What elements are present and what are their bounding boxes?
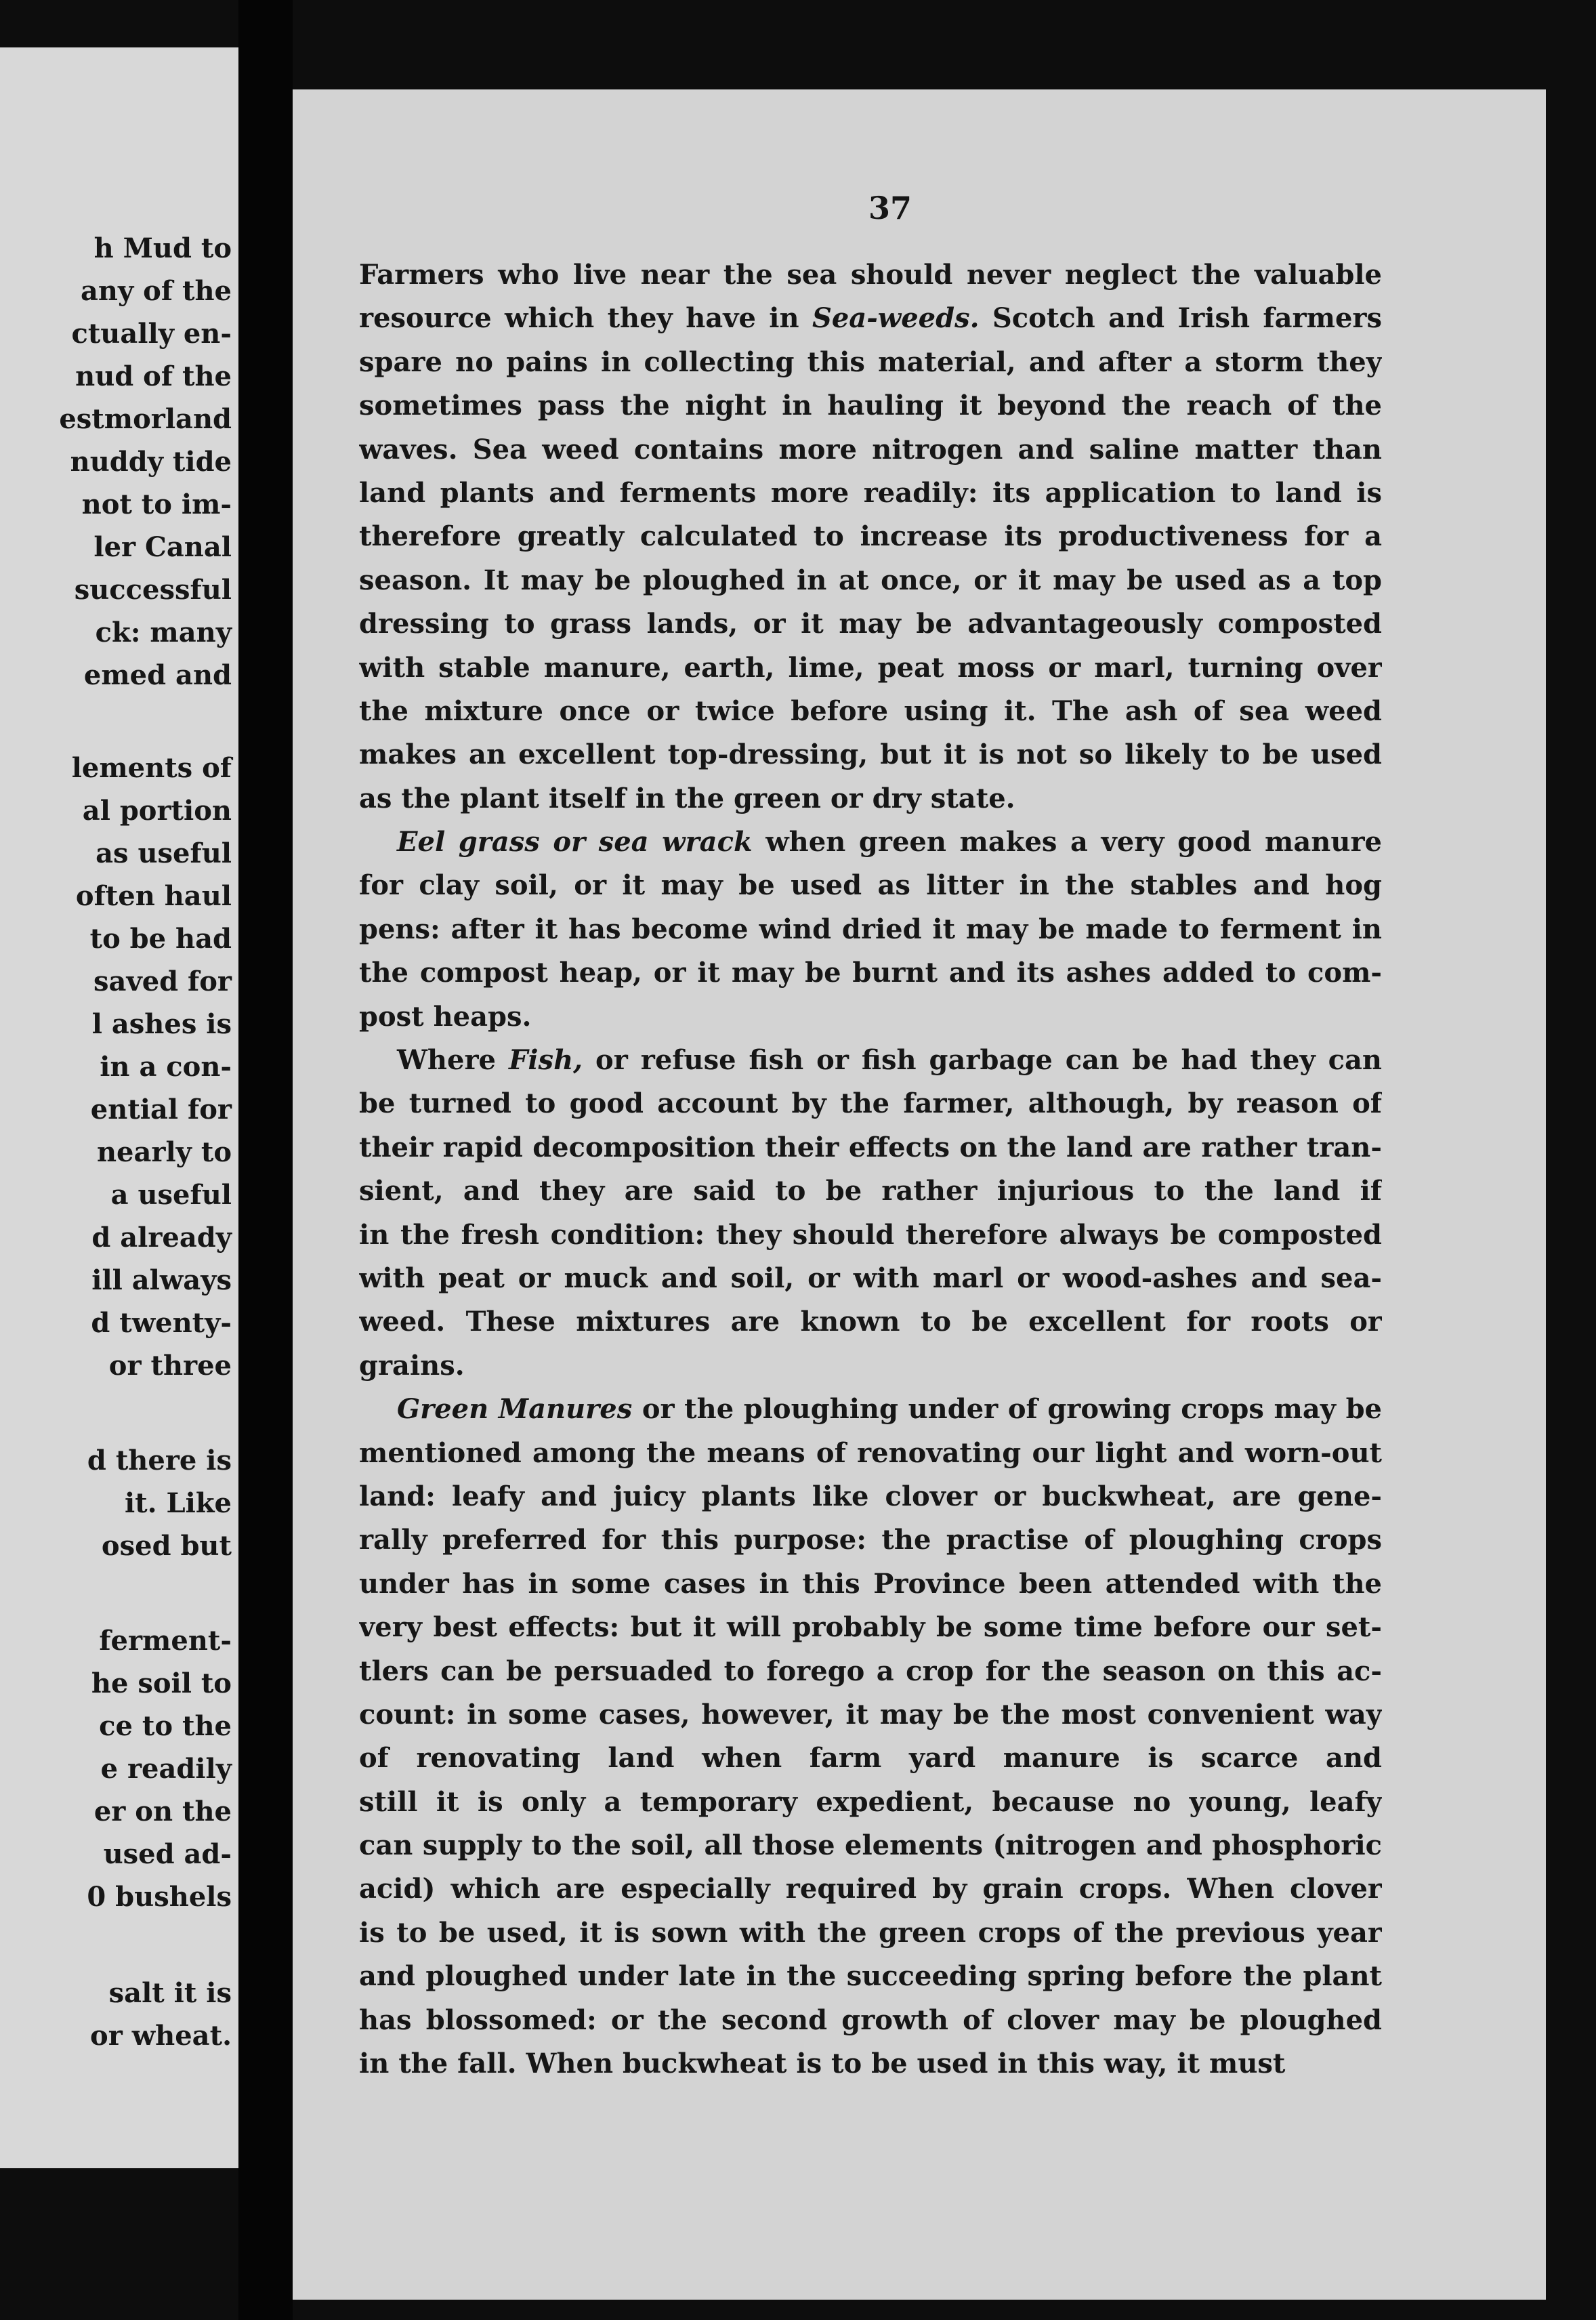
- text-segment: Eel grass or sea wrack: [397, 826, 753, 858]
- left-page-line: ce to the: [99, 1710, 232, 1742]
- text-segment: their rapid decomposition their effects on the land are rather tran-: [359, 1131, 1382, 1163]
- text-line: [359, 821, 1382, 864]
- left-page-line: it. Like: [124, 1487, 232, 1519]
- text-segment: Green Manures: [397, 1393, 633, 1426]
- text-segment: Farmers who live near the sea should never neglect the valuable: [359, 259, 1382, 291]
- text-segment: Fish,: [508, 1044, 583, 1077]
- text-line: [359, 733, 1382, 776]
- text-line: [359, 1518, 1382, 1562]
- text-segment: spare no pains in collecting this material, and after a storm they: [359, 346, 1382, 378]
- left-page-line: ferment-: [99, 1625, 232, 1657]
- text-segment: pens: after it has become wind dried it may be made to ferment in: [359, 913, 1382, 945]
- left-page-line: al portion: [82, 795, 232, 827]
- text-line: [359, 1300, 1382, 1344]
- text-line: [359, 1039, 1382, 1082]
- text-line: [359, 472, 1382, 515]
- text-segment: in the fall. When buckwheat is to be used in this way, it must: [359, 2048, 1286, 2080]
- left-page-line: used ad-: [103, 1838, 232, 1870]
- text-line: [359, 428, 1382, 472]
- text-line: [359, 1432, 1382, 1475]
- left-page-line: l ashes is: [91, 1008, 232, 1040]
- text-line: [359, 1911, 1382, 1955]
- left-page-line: osed but: [101, 1530, 232, 1562]
- text-line: [359, 253, 1382, 297]
- text-segment: rally preferred for this purpose: the practise of ploughing crops: [359, 1524, 1382, 1556]
- left-page-line: saved for: [93, 966, 232, 997]
- text-segment: post heaps.: [359, 1000, 532, 1033]
- text-line: [359, 2042, 1382, 2086]
- text-line: [359, 646, 1382, 690]
- text-line: [359, 515, 1382, 558]
- text-segment: with stable manure, earth, lime, peat moss or marl, turning over: [359, 651, 1382, 684]
- left-page-line: successful: [74, 574, 232, 606]
- text-line: [359, 1955, 1382, 1998]
- left-page-line: nuddy tide: [70, 446, 232, 478]
- text-segment: Scotch and Irish farmers: [979, 302, 1382, 335]
- text-segment: Sea-weeds.: [812, 302, 980, 335]
- left-page-line: in a con-: [100, 1051, 232, 1083]
- text-line: [359, 559, 1382, 602]
- text-segment: land plants and ferments more readily: its application to land is: [359, 476, 1382, 509]
- text-line: [359, 1606, 1382, 1649]
- text-segment: be turned to good account by the farmer, although, by reason of: [359, 1088, 1382, 1120]
- text-segment: sient, and they are said to be rather injurious to the land if: [359, 1175, 1382, 1207]
- text-line: [359, 1867, 1382, 1911]
- left-page-line: he soil to: [91, 1668, 232, 1699]
- text-segment: of renovating land when farm yard manure is scarce and: [359, 1742, 1382, 1775]
- text-line: [359, 1562, 1382, 1606]
- text-segment: when green makes a very good manure: [752, 826, 1382, 858]
- text-line: [359, 1475, 1382, 1518]
- left-page-line: salt it is: [108, 1977, 232, 2009]
- text-line: [359, 1126, 1382, 1169]
- text-line: [359, 1257, 1382, 1300]
- left-page-line: any of the: [81, 275, 232, 307]
- left-page-line: or three: [108, 1350, 232, 1382]
- text-segment: as the plant itself in the green or dry state.: [359, 782, 1015, 814]
- left-page-line: ck: many: [95, 617, 232, 648]
- left-page-line: ill always: [91, 1264, 232, 1296]
- text-line: [359, 1693, 1382, 1737]
- text-line: [359, 864, 1382, 907]
- text-segment: still it is only a temporary expedient, because no young, leafy: [359, 1785, 1382, 1818]
- left-page-line: d twenty-: [91, 1307, 232, 1339]
- text-segment: waves. Sea weed contains more nitrogen and saline matter than: [359, 433, 1382, 465]
- left-page-line: ctually en-: [71, 318, 232, 350]
- left-page-line: emed and: [83, 659, 232, 691]
- body-text: [359, 253, 1382, 2086]
- text-line: [359, 1781, 1382, 1824]
- text-line: [359, 297, 1382, 340]
- text-segment: is to be used, it is sown with the green crops of the previous year: [359, 1916, 1382, 1949]
- text-segment: in the fresh condition: they should therefore always be composted: [359, 1218, 1382, 1251]
- text-segment: Where: [397, 1044, 509, 1077]
- left-page-line: often haul: [75, 880, 232, 912]
- text-line: [359, 602, 1382, 646]
- left-page-line: to be had: [89, 923, 232, 955]
- text-line: [359, 951, 1382, 995]
- text-segment: grains.: [359, 1349, 465, 1382]
- text-segment: resource which they have in: [359, 302, 812, 335]
- text-line: [359, 1388, 1382, 1431]
- text-segment: tlers can be persuaded to forego a crop for the season on this ac-: [359, 1655, 1382, 1687]
- text-segment: and ploughed under late in the succeeding spring before the plant: [359, 1960, 1382, 1993]
- text-segment: very best effects: but it will probably be some time before our set-: [359, 1611, 1382, 1644]
- left-page-line: er on the: [93, 1796, 232, 1827]
- left-page-line: 0 bushels: [87, 1881, 232, 1913]
- left-page-line: nearly to: [96, 1136, 232, 1168]
- left-page-fragment: [0, 47, 238, 2168]
- text-line: [359, 384, 1382, 428]
- text-segment: therefore greatly calculated to increase its productiveness for a: [359, 520, 1382, 553]
- text-segment: the mixture once or twice before using it. The ash of sea weed: [359, 695, 1382, 727]
- text-segment: under has in some cases in this Province been attended with the: [359, 1567, 1382, 1600]
- left-page-line: d there is: [87, 1445, 232, 1476]
- text-segment: weed. These mixtures are known to be excellent for roots or: [359, 1306, 1382, 1338]
- text-line: [359, 341, 1382, 384]
- text-line: [359, 1169, 1382, 1213]
- page-number: 37: [868, 190, 912, 226]
- left-page-line: or wheat.: [90, 2020, 232, 2052]
- text-line: [359, 908, 1382, 951]
- left-page-line: lements of: [71, 752, 232, 784]
- text-segment: season. It may be ploughed in at once, or it may be used as a top: [359, 564, 1382, 596]
- text-segment: for clay soil, or it may be used as litter in the stables and hog: [359, 869, 1382, 902]
- text-line: [359, 1824, 1382, 1867]
- right-page: [293, 89, 1546, 2300]
- text-line: [359, 1737, 1382, 1780]
- text-segment: has blossomed: or the second growth of clover may be ploughed: [359, 2004, 1382, 2036]
- text-line: [359, 1214, 1382, 1257]
- text-line: [359, 1650, 1382, 1693]
- text-segment: can supply to the soil, all those elements (nitrogen and phosphoric: [359, 1829, 1382, 1862]
- text-segment: makes an excellent top-dressing, but it is not so likely to be used: [359, 739, 1382, 771]
- left-page-line: ler Canal: [93, 531, 232, 563]
- text-segment: count: in some cases, however, it may be the most convenient way: [359, 1698, 1382, 1731]
- text-segment: mentioned among the means of renovating our light and worn-out: [359, 1436, 1382, 1469]
- text-segment: acid) which are especially required by grain crops. When clover: [359, 1873, 1382, 1905]
- text-segment: dressing to grass lands, or it may be advantageously composted: [359, 608, 1382, 640]
- left-page-line: a useful: [110, 1179, 232, 1211]
- text-segment: the compost heap, or it may be burnt and its ashes added to com-: [359, 957, 1382, 989]
- left-page-line: as useful: [96, 837, 232, 869]
- book-gutter: [238, 0, 293, 2320]
- left-page-line: d already: [91, 1222, 232, 1254]
- text-line: [359, 777, 1382, 821]
- text-segment: sometimes pass the night in hauling it beyond the reach of the: [359, 390, 1382, 422]
- text-segment: or the ploughing under of growing crops may be: [632, 1393, 1382, 1426]
- left-page-line: not to im-: [81, 489, 232, 520]
- text-line: [359, 995, 1382, 1039]
- text-line: [359, 1082, 1382, 1125]
- text-line: [359, 690, 1382, 733]
- left-page-line: nud of the: [75, 360, 232, 392]
- left-page-line: e readily: [100, 1753, 232, 1785]
- text-line: [359, 1344, 1382, 1388]
- left-page-line: estmorland: [59, 403, 232, 435]
- text-line: [359, 1999, 1382, 2042]
- left-page-line: ential for: [90, 1094, 232, 1125]
- text-segment: or refuse fish or fish garbage can be had they can: [583, 1044, 1382, 1077]
- left-page-line: h Mud to: [93, 232, 232, 264]
- text-segment: with peat or muck and soil, or with marl or wood-ashes and sea-: [359, 1262, 1382, 1294]
- text-segment: land: leafy and juicy plants like clover or buckwheat, are gene-: [359, 1480, 1382, 1512]
